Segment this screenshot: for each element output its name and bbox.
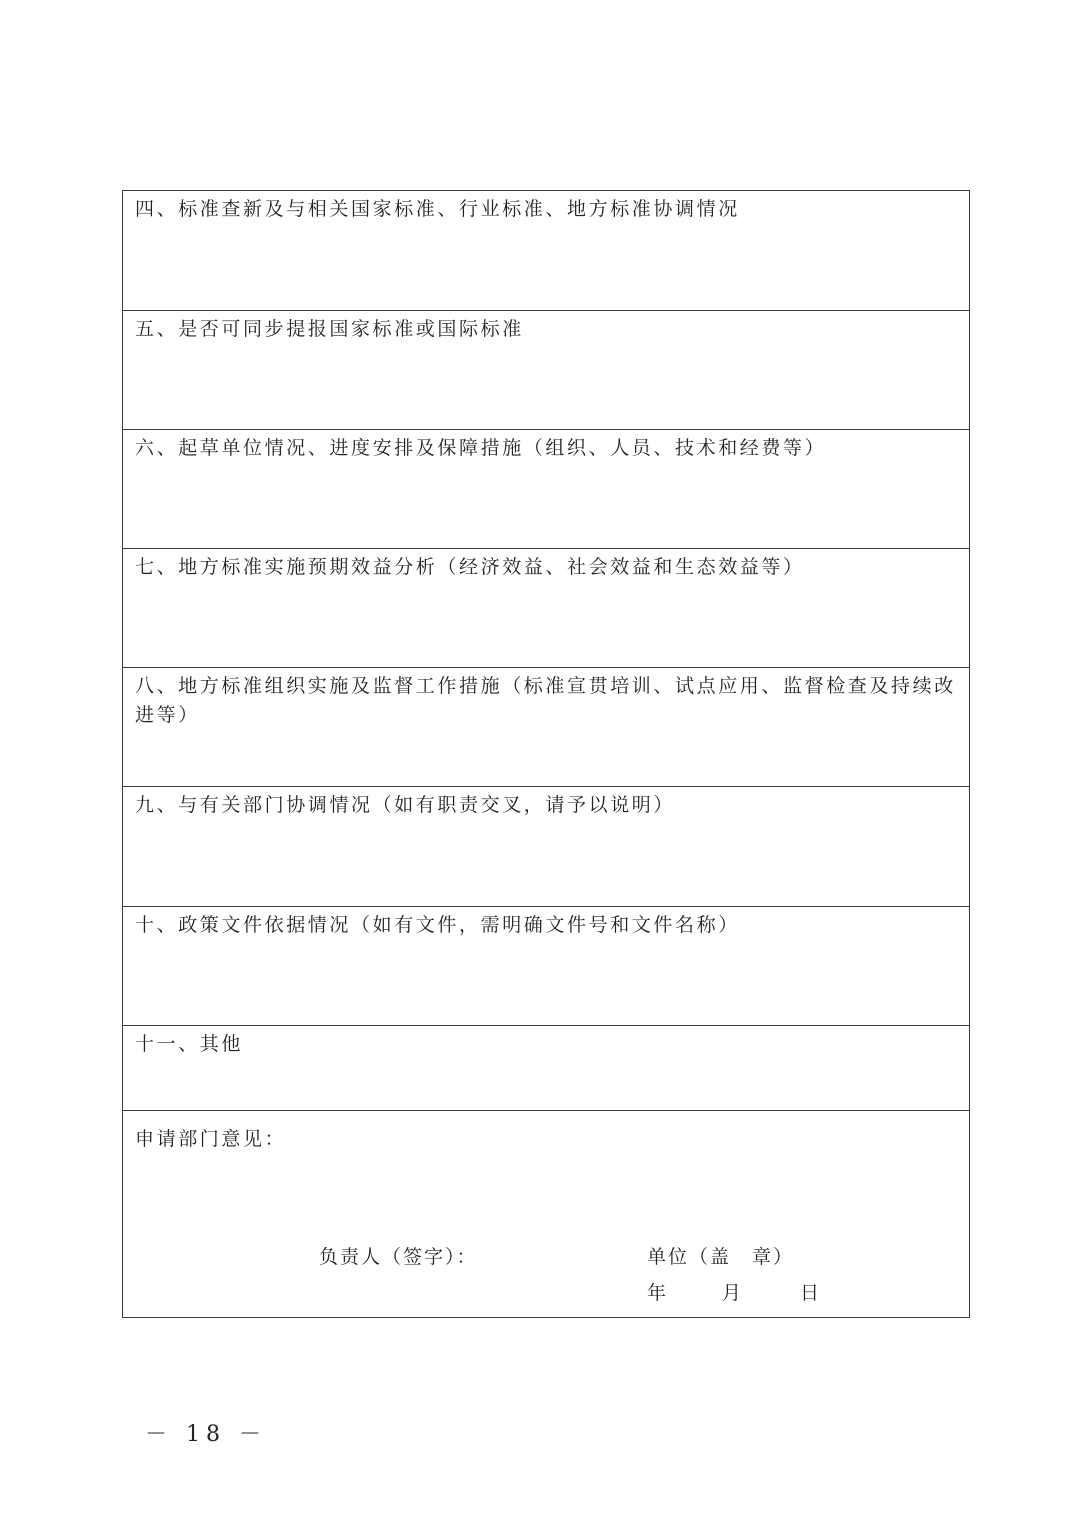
section-6-row bbox=[123, 430, 969, 549]
section-11-row bbox=[123, 1026, 969, 1111]
section-7-label: 七、地方标准实施预期效益分析（经济效益、社会效益和生态效益等） bbox=[135, 556, 805, 578]
responsible-signature-label: 负责人（签字）： bbox=[319, 1246, 478, 1268]
section-9-label: 九、与有关部门协调情况（如有职责交叉，请予以说明） bbox=[135, 794, 676, 816]
section-5-row bbox=[123, 311, 969, 430]
date-year-label: 年 bbox=[647, 1282, 669, 1304]
date-month-label: 月 bbox=[722, 1282, 744, 1304]
section-8-row bbox=[123, 668, 969, 787]
section-11-label: 十一、其他 bbox=[135, 1033, 244, 1055]
unit-seal-label: 单位（盖 章） bbox=[647, 1246, 795, 1268]
section-9-row bbox=[123, 787, 969, 907]
date-day-label: 日 bbox=[800, 1282, 822, 1304]
section-6-label: 六、起草单位情况、进度安排及保障措施（组织、人员、技术和经费等） bbox=[135, 437, 827, 459]
section-8-label: 八、地方标准组织实施及监督工作措施（标准宣贯培训、试点应用、监督检查及持续改进等） bbox=[135, 675, 956, 726]
section-10-row bbox=[123, 907, 969, 1026]
section-4-row bbox=[123, 191, 969, 311]
section-4-label: 四、标准查新及与相关国家标准、行业标准、地方标准协调情况 bbox=[135, 198, 740, 220]
section-5-label: 五、是否可同步提报国家标准或国际标准 bbox=[135, 318, 524, 340]
opinion-row bbox=[123, 1111, 969, 1317]
application-form-table bbox=[122, 190, 970, 1318]
section-10-label: 十、政策文件依据情况（如有文件，需明确文件号和文件名称） bbox=[135, 914, 740, 936]
page-number: － 18 － bbox=[145, 1422, 267, 1447]
opinion-label: 申请部门意见： bbox=[135, 1128, 287, 1150]
section-7-row bbox=[123, 549, 969, 668]
